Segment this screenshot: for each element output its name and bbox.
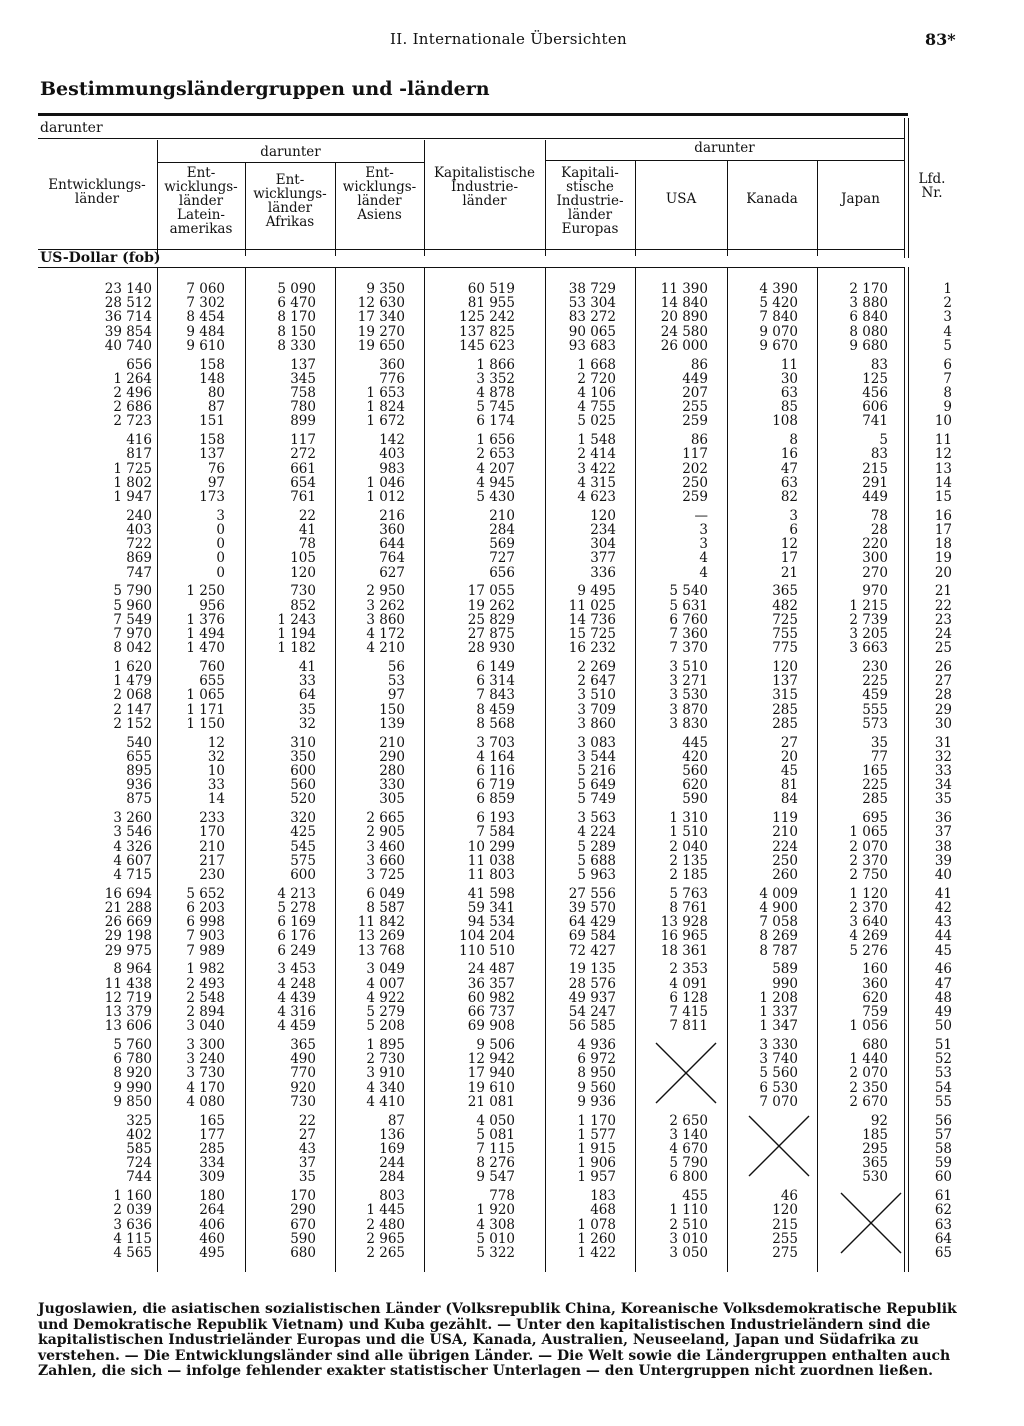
cell-lfd: 51 52 53 54 55 [934,1037,952,1110]
darunter-label-2: darunter [694,140,755,156]
cell-col9: 160 360 620 759 1 056 [849,961,888,1035]
cell-col1: 540 655 895 936 875 [126,734,152,808]
cell-col5: 24 487 36 357 60 982 66 737 69 908 [467,961,515,1035]
rule [904,267,905,1272]
cell-col8: 120 137 315 285 285 [772,659,798,732]
cell-col5: 41 598 59 341 94 534 104 204 110 510 [459,885,515,959]
cell-col5: 4 050 5 081 7 115 8 276 9 547 [476,1112,515,1186]
cell-col3: 365 490 770 920 730 [290,1037,316,1110]
cell-col1: 5 790 5 960 7 549 7 970 8 042 [113,583,152,657]
cell-col5: 778 1 920 4 308 5 010 5 322 [476,1188,515,1261]
section-header: II. Internationale Übersichten [390,30,627,48]
cell-col5: 1 866 3 352 4 878 5 745 6 174 [476,356,515,430]
cell-col8: 119 210 224 250 260 [772,810,798,883]
cell-col8: 365 482 725 755 775 [772,583,798,657]
rule [817,161,818,256]
cell-lfd: 31 32 33 34 35 [934,734,952,808]
cell-col8: 4 390 5 420 7 840 9 070 9 670 [759,281,798,354]
cell-col6: 3 563 4 224 5 289 5 688 5 963 [577,810,616,883]
rule [157,162,424,163]
cell-col4: 6 049 8 587 11 842 13 269 13 768 [357,885,405,959]
cell-col8: 11 30 63 85 108 [772,356,798,430]
rule [908,267,909,1272]
cell-col5: 210 284 569 727 656 [489,507,515,581]
cell-col6: 1 668 2 720 4 106 4 755 5 025 [577,356,616,430]
top-darunter-label: darunter [40,120,103,136]
cell-col8: 3 330 3 740 5 560 6 530 7 070 [759,1037,798,1110]
cell-col9: 78 28 220 300 270 [862,507,888,581]
cross-mark-kanada [743,1110,815,1182]
cell-col3: 730 852 1 243 1 194 1 182 [277,583,316,657]
header-entwicklungslaender: Entwicklungs- länder [48,177,146,207]
unit-label: US-Dollar (fob) [40,250,161,266]
cell-col6: 19 135 28 576 49 937 54 247 56 585 [568,961,616,1035]
cell-col7: 2 650 3 140 4 670 5 790 6 800 [669,1112,708,1186]
cell-col1: 16 694 21 288 26 669 29 198 29 975 [104,885,152,959]
cell-col7: 5 540 5 631 6 760 7 360 7 370 [669,583,708,657]
cell-lfd: 41 42 43 44 45 [934,885,952,959]
cell-col3: 41 33 64 35 32 [298,659,316,732]
header-asien: Ent- wicklungs- länder Asiens [342,165,417,223]
rule [38,138,904,139]
cell-col2: 158 137 76 97 173 [199,432,225,505]
cell-col1: 1 160 2 039 3 636 4 115 4 565 [113,1188,152,1261]
rule [817,267,818,1272]
cell-col9: 680 1 440 2 070 2 350 2 670 [849,1037,888,1110]
rule [38,249,904,250]
cell-col4: 9 350 12 630 17 340 19 270 19 650 [357,281,405,354]
cell-col3: 5 090 6 470 8 170 8 150 8 330 [277,281,316,354]
cell-col3: 4 213 5 278 6 169 6 176 6 249 [277,885,316,959]
cell-col5: 60 519 81 955 125 242 137 825 145 623 [459,281,515,354]
rule [424,267,425,1272]
header-latein: Ent- wicklungs- länder Latein- amerikas [164,165,238,237]
rule [727,267,728,1272]
cell-col4: 803 1 445 2 480 2 965 2 265 [366,1188,405,1261]
cell-col6: 38 729 53 304 83 272 90 065 93 683 [568,281,616,354]
cell-col4: 210 290 280 330 305 [379,734,405,808]
cell-col2: 5 652 6 203 6 998 7 903 7 989 [186,885,225,959]
cell-col6: 9 495 11 025 14 736 15 725 16 232 [568,583,616,657]
rule [635,161,636,256]
cell-col2: 180 264 406 460 495 [199,1188,225,1261]
cell-col3: 22 27 43 37 35 [298,1112,316,1186]
cell-col9: 83 125 456 606 741 [862,356,888,430]
top-rule [38,113,908,116]
darunter-label-1: darunter [260,144,321,160]
rule [545,160,904,161]
cell-lfd: 26 27 28 29 30 [934,659,952,732]
header-kanada: Kanada [746,191,798,207]
cell-col4: 87 136 169 244 284 [379,1112,405,1186]
cell-col9: 970 1 215 2 739 3 205 3 663 [849,583,888,657]
cell-col8: 46 120 215 255 275 [772,1188,798,1261]
cell-col4: 3 049 4 007 4 922 5 279 5 208 [366,961,405,1035]
cell-lfd: 61 62 63 64 65 [934,1188,952,1261]
cell-col1: 23 140 28 512 36 714 39 854 40 740 [104,281,152,354]
cell-col5: 1 656 2 653 4 207 4 945 5 430 [476,432,515,505]
page-title: Bestimmungsländergruppen und -ländern [40,78,490,100]
cell-col2: 12 32 10 33 14 [207,734,225,808]
footnote-text: Jugoslawien, die asiatischen sozialistischen Länder (Volksrepublik China, Koreanische Volksdemokratische Republik und Demokratische Republik Vietnam) und Kuba gezählt. — Unter den kapitalistischen Industrieländern sind die kapitalistischen Industrieländer Europas und die USA, Kanada, Australien, Neuseeland, Japan und Südafrika zu verstehen. — Die Entwicklungsländer sind alle übrigen Länder. — Die Welt sowie die Ländergruppen enthalten auch Zahlen, die sich — infolge fehlender exakter statistischer Unterlagen — den Untergruppen nicht zuordnen ließen. [38,1301,957,1379]
page-number: 83* [925,30,956,49]
cell-col7: 5 763 8 761 13 928 16 965 18 361 [660,885,708,959]
cell-col6: 1 170 1 577 1 915 1 906 1 957 [577,1112,616,1186]
cell-col7: 455 1 110 2 510 3 010 3 050 [669,1188,708,1261]
cell-col1: 240 403 722 869 747 [126,507,152,581]
cell-lfd: 36 37 38 39 40 [934,810,952,883]
cell-col9: 695 1 065 2 070 2 370 2 750 [849,810,888,883]
cell-col1: 1 620 1 479 2 068 2 147 2 152 [113,659,152,732]
cell-col5: 6 193 7 584 10 299 11 038 11 803 [467,810,515,883]
cell-col1: 5 760 6 780 8 920 9 990 9 850 [113,1037,152,1110]
cell-col3: 117 272 661 654 761 [290,432,316,505]
cell-col9: 35 77 165 225 285 [862,734,888,808]
rule [727,161,728,256]
rule [157,267,158,1272]
cell-col4: 2 665 2 905 3 460 3 660 3 725 [366,810,405,883]
cell-col6: 183 468 1 078 1 260 1 422 [577,1188,616,1261]
rule [635,267,636,1272]
cell-col8: 589 990 1 208 1 337 1 347 [759,961,798,1035]
cell-col1: 325 402 585 724 744 [126,1112,152,1186]
rule [335,267,336,1272]
cell-lfd: 11 12 13 14 15 [934,432,952,505]
cell-col9: 2 170 3 880 6 840 8 080 9 680 [849,281,888,354]
cell-col2: 1 250 956 1 376 1 494 1 470 [186,583,225,657]
cell-col9: 5 83 215 291 449 [862,432,888,505]
cell-col8: 27 20 45 81 84 [780,734,798,808]
cell-col4: 216 360 644 764 627 [379,507,405,581]
rule [38,267,904,268]
cell-col6: 27 556 39 570 64 429 69 584 72 427 [568,885,616,959]
cell-lfd: 1 2 3 4 5 [943,281,952,354]
cell-col7: 1 310 1 510 2 040 2 135 2 185 [669,810,708,883]
header-japan: Japan [841,191,880,207]
cell-col4: 360 776 1 653 1 824 1 672 [366,356,405,430]
cell-col2: 3 300 3 240 3 730 4 170 4 080 [186,1037,225,1110]
cell-lfd: 6 7 8 9 10 [934,356,952,430]
cell-col4: 56 53 97 150 139 [379,659,405,732]
cell-col7: 3 510 3 271 3 530 3 870 3 830 [669,659,708,732]
cell-col3: 22 41 78 105 120 [290,507,316,581]
cell-col8: 8 16 47 63 82 [780,432,798,505]
cell-col6: 3 083 3 544 5 216 5 649 5 749 [577,734,616,808]
cell-col1: 416 817 1 725 1 802 1 947 [113,432,152,505]
header-afrika: Ent- wicklungs- länder Afrikas [253,172,327,230]
rule [545,267,546,1272]
cell-col8: 3 6 12 17 21 [780,507,798,581]
cell-col2: 233 170 210 217 230 [199,810,225,883]
cell-col1: 656 1 264 2 496 2 686 2 723 [113,356,152,430]
cell-lfd: 16 17 18 19 20 [934,507,952,581]
cell-lfd: 21 22 23 24 25 [934,583,952,657]
cell-col6: 120 234 304 377 336 [590,507,616,581]
cell-col9: 92 185 295 365 530 [862,1112,888,1186]
cell-col9: 1 120 2 370 3 640 4 269 5 276 [849,885,888,959]
cell-col2: 7 060 7 302 8 454 9 484 9 610 [186,281,225,354]
cell-col3: 3 453 4 248 4 439 4 316 4 459 [277,961,316,1035]
cell-col6: 4 936 6 972 8 950 9 560 9 936 [577,1037,616,1110]
cell-col8: 4 009 4 900 7 058 8 269 8 787 [759,885,798,959]
cell-col3: 137 345 758 780 899 [290,356,316,430]
cell-col5: 6 149 6 314 7 843 8 459 8 568 [476,659,515,732]
header-kapital: Kapitalistische Industrie- länder [433,165,536,209]
cell-col6: 1 548 2 414 3 422 4 315 4 623 [577,432,616,505]
cell-col5: 3 703 4 164 6 116 6 719 6 859 [476,734,515,808]
cell-col3: 320 425 545 575 600 [290,810,316,883]
cell-lfd: 46 47 48 49 50 [934,961,952,1035]
cell-col7: 2 353 4 091 6 128 7 415 7 811 [669,961,708,1035]
cell-col2: 1 982 2 493 2 548 2 894 3 040 [186,961,225,1035]
rule [245,267,246,1272]
cell-col2: 760 655 1 065 1 171 1 150 [186,659,225,732]
rule [904,118,905,258]
cell-col4: 142 403 983 1 046 1 012 [366,432,405,505]
footnote [38,1302,968,1380]
cell-col1: 3 260 3 546 4 326 4 607 4 715 [113,810,152,883]
cell-col2: 158 148 80 87 151 [199,356,225,430]
cell-col4: 1 895 2 730 3 910 4 340 4 410 [366,1037,405,1110]
cell-col9: 230 225 459 555 573 [862,659,888,732]
cross-mark-usa [650,1037,722,1109]
header-usa: USA [665,191,697,207]
cell-col7: 445 420 560 620 590 [682,734,708,808]
header-europa: Kapitali- stische Industrie- länder Europas [556,165,624,237]
cell-col7: — 3 3 4 4 [694,507,708,581]
cell-col7: 86 449 207 255 259 [682,356,708,430]
cell-col4: 2 950 3 262 3 860 4 172 4 210 [366,583,405,657]
cell-col2: 3 0 0 0 0 [216,507,225,581]
cell-col6: 2 269 2 647 3 510 3 709 3 860 [577,659,616,732]
cross-mark-japan [835,1187,907,1259]
cell-col7: 11 390 14 840 20 890 24 580 26 000 [660,281,708,354]
cell-col3: 170 290 670 590 680 [290,1188,316,1261]
header-lfd: Lfd. Nr. [918,171,946,201]
cell-col1: 8 964 11 438 12 719 13 379 13 606 [104,961,152,1035]
cell-col2: 165 177 285 334 309 [199,1112,225,1186]
cell-col5: 17 055 19 262 25 829 27 875 28 930 [467,583,515,657]
rule [908,118,909,258]
cell-lfd: 56 57 58 59 60 [934,1112,952,1186]
cell-col7: 86 117 202 250 259 [682,432,708,505]
cell-col3: 310 350 600 560 520 [290,734,316,808]
cell-col5: 9 506 12 942 17 940 19 610 21 081 [467,1037,515,1110]
